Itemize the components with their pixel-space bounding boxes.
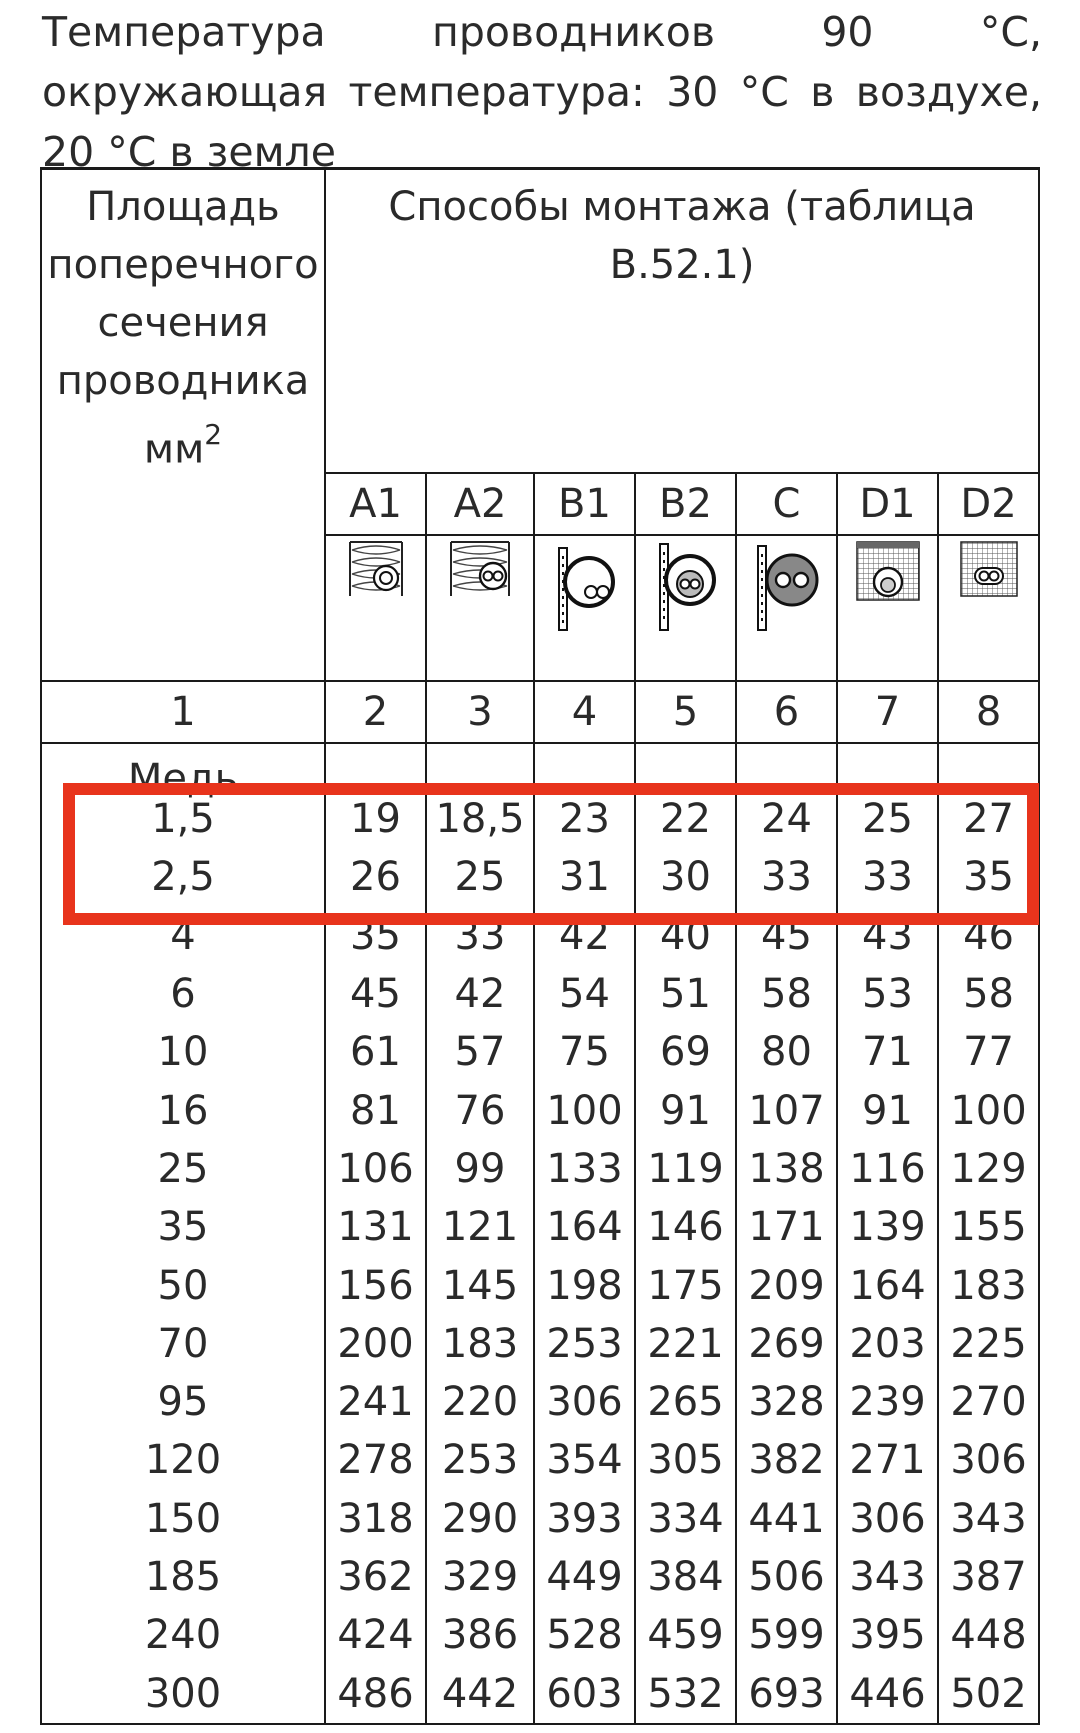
current-value-cell: 393 — [534, 1490, 635, 1548]
current-value-cell: 24 — [736, 790, 837, 848]
current-value-cell: 58 — [938, 965, 1039, 1023]
intro-text: Температура проводников 90 °C, окружающая температура: 30 °C в воздухе, 20 °C в земле — [42, 8, 1042, 176]
empty-cell — [938, 743, 1039, 790]
table-row — [41, 1606, 1039, 1664]
current-value-cell: 139 — [837, 1198, 938, 1256]
current-value-cell: 290 — [426, 1490, 534, 1548]
material-group-label — [41, 743, 325, 802]
current-value-cell: 382 — [736, 1431, 837, 1489]
current-value-cell: 35 — [325, 907, 426, 965]
current-value-cell: 107 — [736, 1081, 837, 1139]
current-value-cell: 30 — [635, 848, 736, 906]
current-value-cell: 424 — [325, 1606, 426, 1664]
material-group-text: Медь — [127, 756, 239, 802]
current-value-cell: 155 — [938, 1198, 1039, 1256]
cross-section-cell: 6 — [41, 965, 325, 1023]
method-code: B2 — [635, 473, 736, 535]
current-value-cell: 45 — [736, 907, 837, 965]
current-value-cell: 239 — [837, 1373, 938, 1431]
c-cable-on-wall-icon — [736, 535, 837, 681]
current-value-cell: 61 — [325, 1023, 426, 1081]
current-value-cell: 329 — [426, 1548, 534, 1606]
current-value-cell: 35 — [938, 848, 1039, 906]
current-value-cell: 53 — [837, 965, 938, 1023]
table-row — [41, 1548, 1039, 1606]
current-value-cell: 198 — [534, 1256, 635, 1314]
current-value-cell: 51 — [635, 965, 736, 1023]
current-value-cell: 91 — [837, 1081, 938, 1139]
current-value-cell: 306 — [837, 1490, 938, 1548]
current-value-cell: 599 — [736, 1606, 837, 1664]
current-value-cell: 265 — [635, 1373, 736, 1431]
cross-section-cell: 1,5 — [41, 790, 325, 848]
cross-section-cell: 300 — [41, 1664, 325, 1723]
current-value-cell: 42 — [426, 965, 534, 1023]
current-value-cell: 76 — [426, 1081, 534, 1139]
table-row — [41, 1198, 1039, 1256]
current-value-cell: 19 — [325, 790, 426, 848]
current-value-cell: 220 — [426, 1373, 534, 1431]
current-value-cell: 318 — [325, 1490, 426, 1548]
cross-section-cell: 35 — [41, 1198, 325, 1256]
current-value-cell: 27 — [938, 790, 1039, 848]
method-code: C — [736, 473, 837, 535]
method-code: A1 — [325, 473, 426, 535]
column-number: 7 — [837, 681, 938, 743]
current-value-cell: 269 — [736, 1315, 837, 1373]
current-value-cell: 225 — [938, 1315, 1039, 1373]
d1-duct-in-ground-icon — [837, 535, 938, 681]
current-value-cell: 69 — [635, 1023, 736, 1081]
cross-section-cell: 25 — [41, 1140, 325, 1198]
b2-conduit-on-wall-icon — [635, 535, 736, 681]
current-value-cell: 506 — [736, 1548, 837, 1606]
cross-section-cell: 4 — [41, 907, 325, 965]
header-area-unit-sup: 2 — [204, 418, 223, 451]
current-value-cell: 121 — [426, 1198, 534, 1256]
header-area-line: мм — [143, 426, 205, 473]
current-value-cell: 54 — [534, 965, 635, 1023]
cross-section-cell: 95 — [41, 1373, 325, 1431]
a2-insulated-wall-icon — [426, 535, 534, 681]
current-value-cell: 75 — [534, 1023, 635, 1081]
current-value-cell: 71 — [837, 1023, 938, 1081]
table-row — [41, 1315, 1039, 1373]
cross-section-cell: 120 — [41, 1431, 325, 1489]
current-value-cell: 42 — [534, 907, 635, 965]
current-value-cell: 91 — [635, 1081, 736, 1139]
current-rating-table — [40, 167, 1040, 1725]
current-value-cell: 57 — [426, 1023, 534, 1081]
current-value-cell: 183 — [426, 1315, 534, 1373]
column-number: 6 — [736, 681, 837, 743]
d2-cable-in-ground-icon — [938, 535, 1039, 681]
current-value-cell: 334 — [635, 1490, 736, 1548]
column-number: 5 — [635, 681, 736, 743]
column-number: 1 — [41, 681, 325, 743]
current-value-cell: 146 — [635, 1198, 736, 1256]
empty-cell — [534, 743, 635, 790]
current-value-cell: 99 — [426, 1140, 534, 1198]
current-value-cell: 22 — [635, 790, 736, 848]
column-number: 8 — [938, 681, 1039, 743]
method-code: D2 — [938, 473, 1039, 535]
table-row — [41, 1490, 1039, 1548]
current-value-cell: 175 — [635, 1256, 736, 1314]
cross-section-cell: 50 — [41, 1256, 325, 1314]
empty-cell — [635, 743, 736, 790]
header-area-line: сечения — [97, 300, 269, 346]
current-value-cell: 81 — [325, 1081, 426, 1139]
current-value-cell: 100 — [938, 1081, 1039, 1139]
cross-section-cell: 70 — [41, 1315, 325, 1373]
current-value-cell: 532 — [635, 1664, 736, 1723]
cross-section-cell: 10 — [41, 1023, 325, 1081]
current-value-cell: 33 — [736, 848, 837, 906]
current-value-cell: 100 — [534, 1081, 635, 1139]
empty-cell — [736, 743, 837, 790]
table-row — [41, 1140, 1039, 1198]
current-value-cell: 164 — [837, 1256, 938, 1314]
cross-section-cell: 150 — [41, 1490, 325, 1548]
current-value-cell: 25 — [837, 790, 938, 848]
current-value-cell: 116 — [837, 1140, 938, 1198]
current-value-cell: 106 — [325, 1140, 426, 1198]
table-row — [41, 848, 1039, 906]
current-value-cell: 209 — [736, 1256, 837, 1314]
b1-conduit-on-wall-icon — [534, 535, 635, 681]
current-value-cell: 343 — [837, 1548, 938, 1606]
current-value-cell: 486 — [325, 1664, 426, 1723]
table-row — [41, 1373, 1039, 1431]
current-value-cell: 459 — [635, 1606, 736, 1664]
current-value-cell: 203 — [837, 1315, 938, 1373]
current-value-cell: 446 — [837, 1664, 938, 1723]
current-value-cell: 442 — [426, 1664, 534, 1723]
current-value-cell: 441 — [736, 1490, 837, 1548]
current-value-cell: 693 — [736, 1664, 837, 1723]
current-value-cell: 306 — [534, 1373, 635, 1431]
current-value-cell: 138 — [736, 1140, 837, 1198]
current-value-cell: 386 — [426, 1606, 534, 1664]
column-number: 3 — [426, 681, 534, 743]
current-value-cell: 31 — [534, 848, 635, 906]
current-value-cell: 171 — [736, 1198, 837, 1256]
current-value-cell: 80 — [736, 1023, 837, 1081]
method-code: D1 — [837, 473, 938, 535]
current-value-cell: 603 — [534, 1664, 635, 1723]
current-value-cell: 362 — [325, 1548, 426, 1606]
current-value-cell: 271 — [837, 1431, 938, 1489]
cross-section-cell: 185 — [41, 1548, 325, 1606]
a1-insulated-wall-icon — [325, 535, 426, 681]
current-value-cell: 58 — [736, 965, 837, 1023]
current-value-cell: 119 — [635, 1140, 736, 1198]
table-row — [41, 1023, 1039, 1081]
current-value-cell: 131 — [325, 1198, 426, 1256]
current-value-cell: 25 — [426, 848, 534, 906]
empty-cell — [426, 743, 534, 790]
current-value-cell: 18,5 — [426, 790, 534, 848]
current-value-cell: 306 — [938, 1431, 1039, 1489]
header-cross-section — [41, 169, 325, 682]
table-row — [41, 1664, 1039, 1723]
current-value-cell: 253 — [534, 1315, 635, 1373]
current-value-cell: 40 — [635, 907, 736, 965]
current-value-cell: 156 — [325, 1256, 426, 1314]
current-value-cell: 387 — [938, 1548, 1039, 1606]
current-value-cell: 502 — [938, 1664, 1039, 1723]
method-code: B1 — [534, 473, 635, 535]
current-value-cell: 395 — [837, 1606, 938, 1664]
method-code: A2 — [426, 473, 534, 535]
current-value-cell: 45 — [325, 965, 426, 1023]
cross-section-cell: 16 — [41, 1081, 325, 1139]
current-value-cell: 328 — [736, 1373, 837, 1431]
header-installation-methods: Способы монтажа (таблица В.52.1) — [325, 169, 1039, 474]
current-value-cell: 305 — [635, 1431, 736, 1489]
current-value-cell: 33 — [837, 848, 938, 906]
current-value-cell: 528 — [534, 1606, 635, 1664]
empty-cell — [837, 743, 938, 790]
current-value-cell: 129 — [938, 1140, 1039, 1198]
current-value-cell: 133 — [534, 1140, 635, 1198]
current-value-cell: 253 — [426, 1431, 534, 1489]
empty-cell — [325, 743, 426, 790]
current-value-cell: 241 — [325, 1373, 426, 1431]
current-value-cell: 384 — [635, 1548, 736, 1606]
current-value-cell: 200 — [325, 1315, 426, 1373]
current-value-cell: 448 — [938, 1606, 1039, 1664]
current-value-cell: 278 — [325, 1431, 426, 1489]
column-number: 4 — [534, 681, 635, 743]
cross-section-cell: 2,5 — [41, 848, 325, 906]
table-row — [41, 1431, 1039, 1489]
table-row — [41, 907, 1039, 965]
current-value-cell: 449 — [534, 1548, 635, 1606]
table-row — [41, 1256, 1039, 1314]
current-value-cell: 33 — [426, 907, 534, 965]
current-value-cell: 77 — [938, 1023, 1039, 1081]
current-value-cell: 23 — [534, 790, 635, 848]
header-area-line: проводника — [56, 358, 310, 404]
current-value-cell: 43 — [837, 907, 938, 965]
current-value-cell: 354 — [534, 1431, 635, 1489]
cross-section-cell: 240 — [41, 1606, 325, 1664]
current-value-cell: 183 — [938, 1256, 1039, 1314]
header-area-line: Площадь — [86, 184, 280, 230]
current-value-cell: 46 — [938, 907, 1039, 965]
column-number: 2 — [325, 681, 426, 743]
current-value-cell: 343 — [938, 1490, 1039, 1548]
current-value-cell: 26 — [325, 848, 426, 906]
header-area-line: поперечного — [47, 242, 319, 288]
table-row — [41, 965, 1039, 1023]
current-value-cell: 221 — [635, 1315, 736, 1373]
current-value-cell: 270 — [938, 1373, 1039, 1431]
table-row — [41, 1081, 1039, 1139]
current-value-cell: 164 — [534, 1198, 635, 1256]
current-value-cell: 145 — [426, 1256, 534, 1314]
